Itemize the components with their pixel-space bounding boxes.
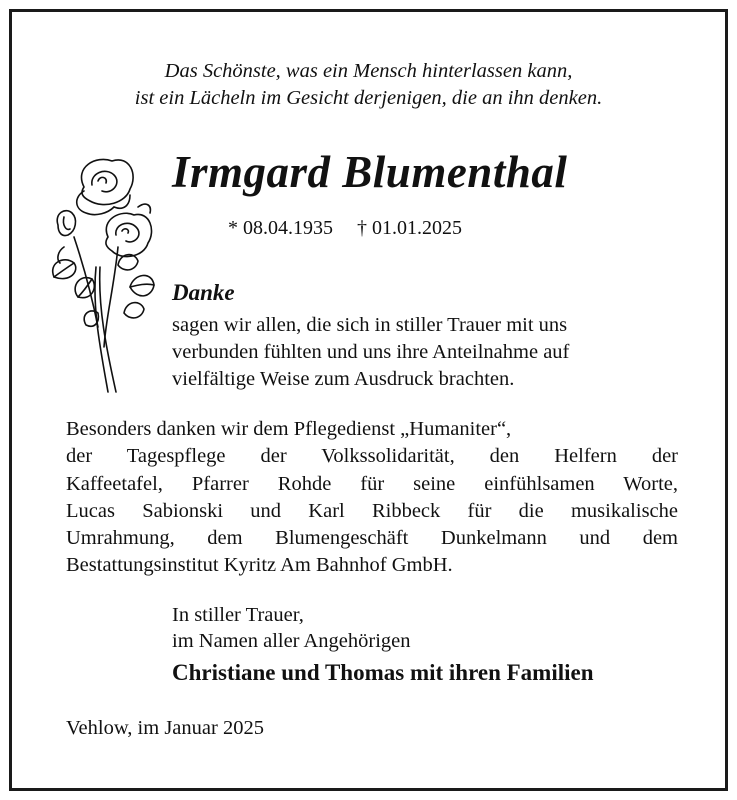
life-dates (228, 217, 462, 240)
closing-line-1: In stiller Trauer, (172, 604, 304, 626)
closing-text (172, 602, 411, 654)
signers: Christiane und Thomas mit ihren Familien (172, 660, 594, 685)
special-line-1: Besonders danken wir dem Pflegedienst „Humaniter“, (66, 418, 512, 440)
thanks-text (172, 312, 682, 393)
thanks-heading: Danke (172, 280, 235, 305)
special-line-6: Bestattungsinstitut Kyritz Am Bahnhof GmbH. (66, 554, 453, 577)
thanks-line-2: verbunden fühlten und uns ihre Anteilnahme auf (172, 341, 570, 363)
special-line-5: Umrahmung, dem Blumengeschäft Dunkelmann und dem (66, 527, 678, 550)
obituary-notice (9, 9, 728, 791)
special-line-4: Lucas Sabionski und Karl Ribbeck für die musikalische (66, 499, 678, 522)
thanks-line-3: vielfältige Weise zum Ausdruck brachten. (172, 368, 515, 390)
deceased-name: Irmgard Blumenthal (172, 147, 568, 197)
memorial-quote (12, 58, 725, 112)
death-date: † 01.01.2025 (357, 217, 462, 239)
special-thanks-text (66, 416, 678, 580)
special-line-3: Kaffeetafel, Pfarrer Rohde für seine einfühlsamen Worte, (66, 472, 678, 495)
rose-icon (34, 147, 164, 397)
quote-line-2: ist ein Lächeln im Gesicht derjenigen, die an ihn denken. (134, 87, 603, 109)
closing-line-2: im Namen aller Angehörigen (172, 630, 411, 652)
special-line-2: der Tagespflege der Volkssolidarität, den Helfern der (66, 445, 678, 468)
place-date: Vehlow, im Januar 2025 (66, 717, 264, 739)
birth-date: * 08.04.1935 (228, 217, 333, 239)
thanks-line-1: sagen wir allen, die sich in stiller Trauer mit uns (172, 314, 568, 336)
quote-line-1: Das Schönste, was ein Mensch hinterlassen kann, (164, 60, 573, 82)
